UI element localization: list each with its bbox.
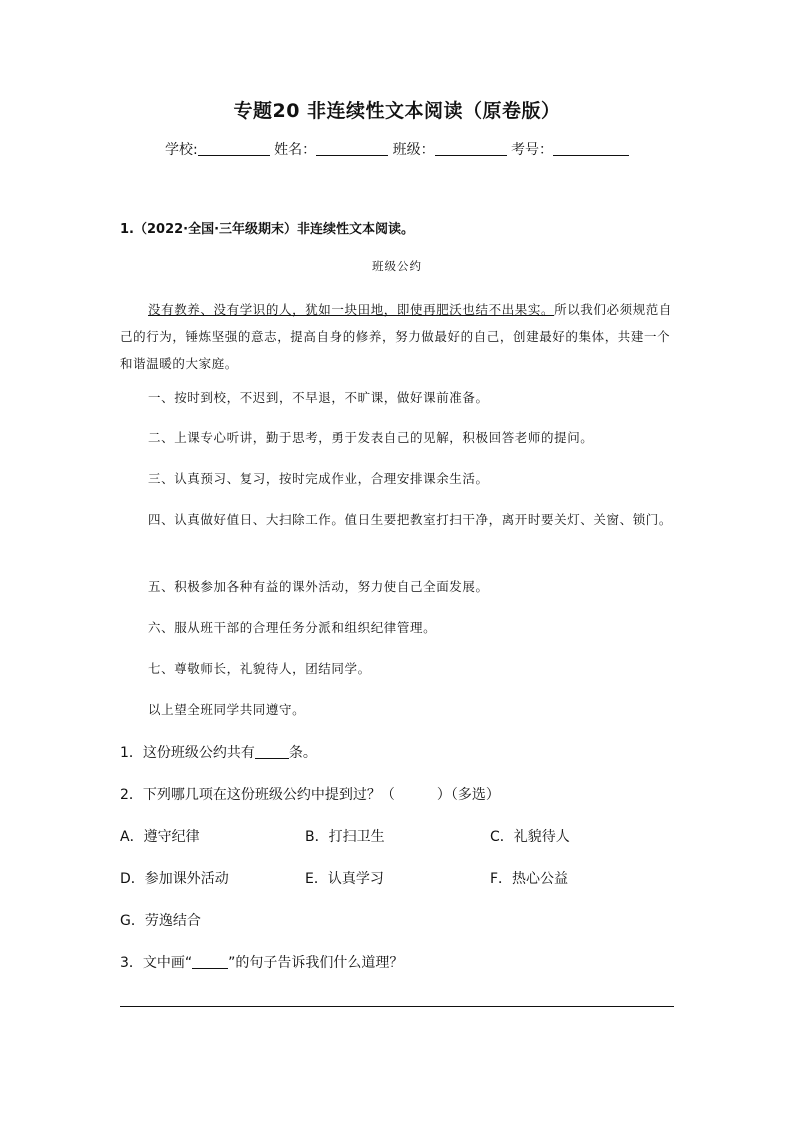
passage-title: 班级公约 xyxy=(372,259,422,273)
name-blank[interactable] xyxy=(316,141,388,156)
page-title: 专题20 非连续性文本阅读（原卷版） xyxy=(233,100,561,122)
option-e[interactable]: E．认真学习 xyxy=(305,871,384,887)
rule-3: 三、认真预习、复习，按时完成作业，合理安排课余生活。 xyxy=(148,471,489,486)
name-label: 姓名： xyxy=(274,142,317,158)
school-label: 学校: xyxy=(164,142,198,158)
option-c[interactable]: C．礼貌待人 xyxy=(490,829,570,845)
passage-intro xyxy=(120,296,675,377)
rule-4: 四、认真做好值日、大扫除工作。值日生要把教室打扫干净，离开时要关灯、关窗、锁门。 xyxy=(148,512,673,527)
class-blank[interactable] xyxy=(435,141,507,156)
question-heading: 1.（2022·全国·三年级期末）非连续性文本阅读。 xyxy=(120,222,415,237)
answer-blank-1[interactable] xyxy=(255,744,289,759)
sub-question-2: 2．下列哪几项在这份班级公约中提到过？（ ）（多选） xyxy=(120,787,500,803)
school-blank[interactable] xyxy=(198,141,270,156)
quote-blank xyxy=(192,954,228,969)
class-label: 班级： xyxy=(392,142,435,158)
rule-7: 七、尊敬师长，礼貌待人，团结同学。 xyxy=(148,661,371,676)
number-label: 考号： xyxy=(511,142,554,158)
student-info-line xyxy=(0,139,794,159)
closing-note: 以上望全班同学共同遵守。 xyxy=(148,702,306,717)
underlined-sentence: 没有教养、没有学识的人，犹如一块田地，即使再肥沃也结不出果实。 xyxy=(148,302,555,317)
rule-5: 五、积极参加各种有益的课外活动，努力使自己全面发展。 xyxy=(148,579,489,594)
option-b[interactable]: B．打扫卫生 xyxy=(305,829,385,845)
sub-question-3: 3．文中画“ ”的句子告诉我们什么道理？ xyxy=(120,955,404,971)
option-g[interactable]: G．劳逸结合 xyxy=(120,913,201,929)
option-f[interactable]: F．热心公益 xyxy=(490,871,569,887)
sub-question-1: 1．这份班级公约共有 条。 xyxy=(120,745,317,761)
rule-6: 六、服从班干部的合理任务分派和组织纪律管理。 xyxy=(148,620,437,635)
number-blank[interactable] xyxy=(553,141,629,156)
option-a[interactable]: A．遵守纪律 xyxy=(120,829,200,845)
rule-1: 一、按时到校，不迟到，不早退，不旷课，做好课前准备。 xyxy=(148,390,489,405)
rule-2: 二、上课专心听讲，勤于思考，勇于发表自己的见解，积极回答老师的提问。 xyxy=(148,430,594,445)
intro-rest: 所以我们必须规范自己的行为，锤炼坚强的意志，提高自身的修养，努力做最好的自己，创建最好的集体，共建一个和谐温暖的大家庭。 xyxy=(120,302,673,371)
answer-line[interactable] xyxy=(120,1006,674,1007)
option-d[interactable]: D．参加课外活动 xyxy=(120,871,229,887)
